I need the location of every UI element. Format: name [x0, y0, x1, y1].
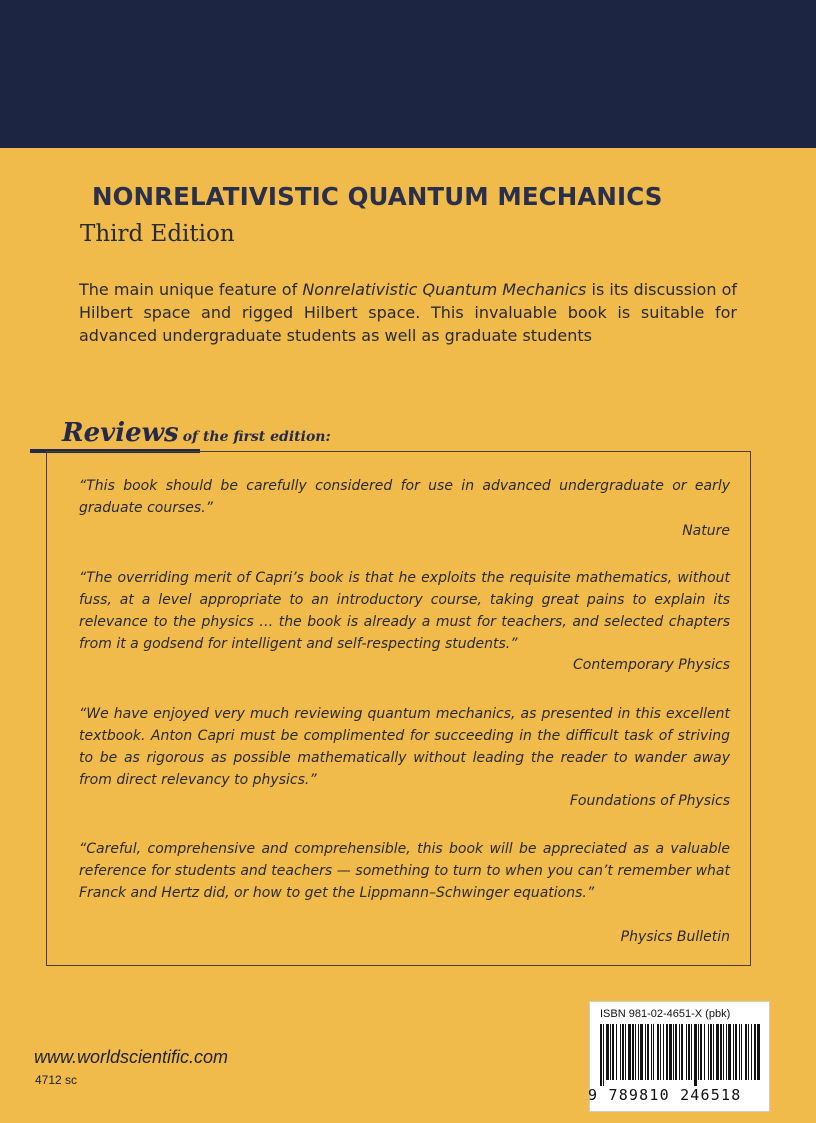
barcode-bar [622, 1024, 624, 1080]
barcode-bar [638, 1024, 639, 1080]
publisher-website: www.worldscientific.com [34, 1047, 229, 1067]
barcode-bar [653, 1024, 654, 1080]
barcode-bar [757, 1024, 760, 1080]
reviews-heading-sub: of the first edition: [182, 429, 331, 445]
review-quote-3: “We have enjoyed very much reviewing quantum mechanics, as presented in this excellent textbook. Anton Capri must be complimented for succeeding in the difficult task of striving to be as rigorous as possible mathematically without leading the reader to wander away from direct relevancy to physics.” [79, 706, 730, 788]
barcode-bar [694, 1024, 697, 1086]
barcode-digits: 9 789810 246518 [588, 1086, 742, 1104]
barcode-bar [686, 1024, 687, 1080]
barcode-bar [710, 1024, 712, 1080]
barcode-bar [669, 1024, 672, 1080]
barcode-bar [666, 1024, 668, 1080]
review-quote-4: “Careful, comprehensive and comprehensible, this book will be appreciated as a valuable reference for students and teachers — something to turn to when you can’t remember what Franck and Hertz did, or how to get the Lippmann–Schwinger equations.” [79, 841, 730, 901]
barcode-bar [681, 1024, 683, 1080]
barcode-bar [723, 1024, 724, 1080]
description-part-1: The main unique feature of [79, 280, 303, 299]
barcode-bar [754, 1024, 756, 1080]
barcode-bar [660, 1024, 661, 1080]
barcode-image [598, 1024, 762, 1086]
barcode-bar [640, 1024, 643, 1080]
barcode-bar [748, 1024, 749, 1080]
barcode-bar [713, 1024, 714, 1080]
barcode-bar [716, 1024, 719, 1080]
barcode-bar [647, 1024, 649, 1080]
barcode-bar [708, 1024, 709, 1080]
barcode-bar [628, 1024, 631, 1080]
barcode-bar [606, 1024, 609, 1080]
reviews-heading-word: Reviews [62, 418, 179, 448]
barcode-bar [657, 1024, 659, 1080]
barcode-bar [645, 1024, 646, 1080]
barcode-bar [726, 1024, 727, 1080]
barcode-bar [673, 1024, 674, 1080]
review-quote-2: “The overriding merit of Capri’s book is that he exploits the requisite mathematics, without fuss, at a level appropriate to an introductory course, taking great pains to explain its relevance to the physics … the book is already a must for teachers, and selected chapters from it a godsend for intelligent and self-respecting students.” [79, 570, 730, 652]
barcode-bar [603, 1024, 604, 1086]
barcode-bar [745, 1024, 747, 1080]
barcode-bar [691, 1024, 692, 1080]
top-color-band [0, 0, 816, 148]
book-title: NONRELATIVISTIC QUANTUM MECHANICS [92, 182, 663, 211]
barcode-bar [741, 1024, 742, 1080]
barcode-bar [700, 1024, 702, 1080]
book-description [79, 278, 737, 347]
barcode-bar [635, 1024, 636, 1080]
reviews-heading [62, 418, 331, 448]
barcode-bar [735, 1024, 737, 1080]
barcode-bar [698, 1024, 699, 1080]
barcode-bar [610, 1024, 611, 1080]
barcode-bar [720, 1024, 722, 1080]
barcode-bar [751, 1024, 752, 1080]
barcode-bar [632, 1024, 634, 1080]
review-source-4: Physics Bulletin [620, 929, 730, 945]
barcode-bar [675, 1024, 677, 1080]
barcode-bar [616, 1024, 617, 1080]
review-source-1: Nature [682, 523, 730, 539]
barcode-bar [620, 1024, 621, 1080]
review-source-2: Contemporary Physics [572, 657, 730, 673]
review-quote-1: “This book should be carefully considered for use in advanced undergraduate or early graduate courses.” [79, 478, 730, 516]
barcode-bar [688, 1024, 690, 1080]
barcode-bar [625, 1024, 626, 1080]
barcode-bar [612, 1024, 614, 1080]
barcode-bar [651, 1024, 652, 1080]
barcode-bar [733, 1024, 734, 1080]
product-code: 4712 sc [35, 1073, 78, 1087]
description-book-name: Nonrelativistic Quantum Mechanics [302, 280, 587, 299]
barcode-bar [600, 1024, 602, 1086]
barcode-bar [739, 1024, 740, 1080]
description-part-2: is its discussion of Hilbert space and rigged Hilbert space. This invaluable book is suitable for advanced undergraduate students as well as graduate students [79, 280, 737, 345]
barcode-bar [704, 1024, 705, 1080]
barcode-bar [728, 1024, 731, 1080]
barcode-bar [663, 1024, 664, 1080]
isbn-label: ISBN 981-02-4651-X (pbk) [600, 1008, 731, 1020]
edition-label: Third Edition [80, 221, 235, 247]
barcode-bar [679, 1024, 680, 1080]
review-source-3: Foundations of Physics [569, 793, 730, 809]
